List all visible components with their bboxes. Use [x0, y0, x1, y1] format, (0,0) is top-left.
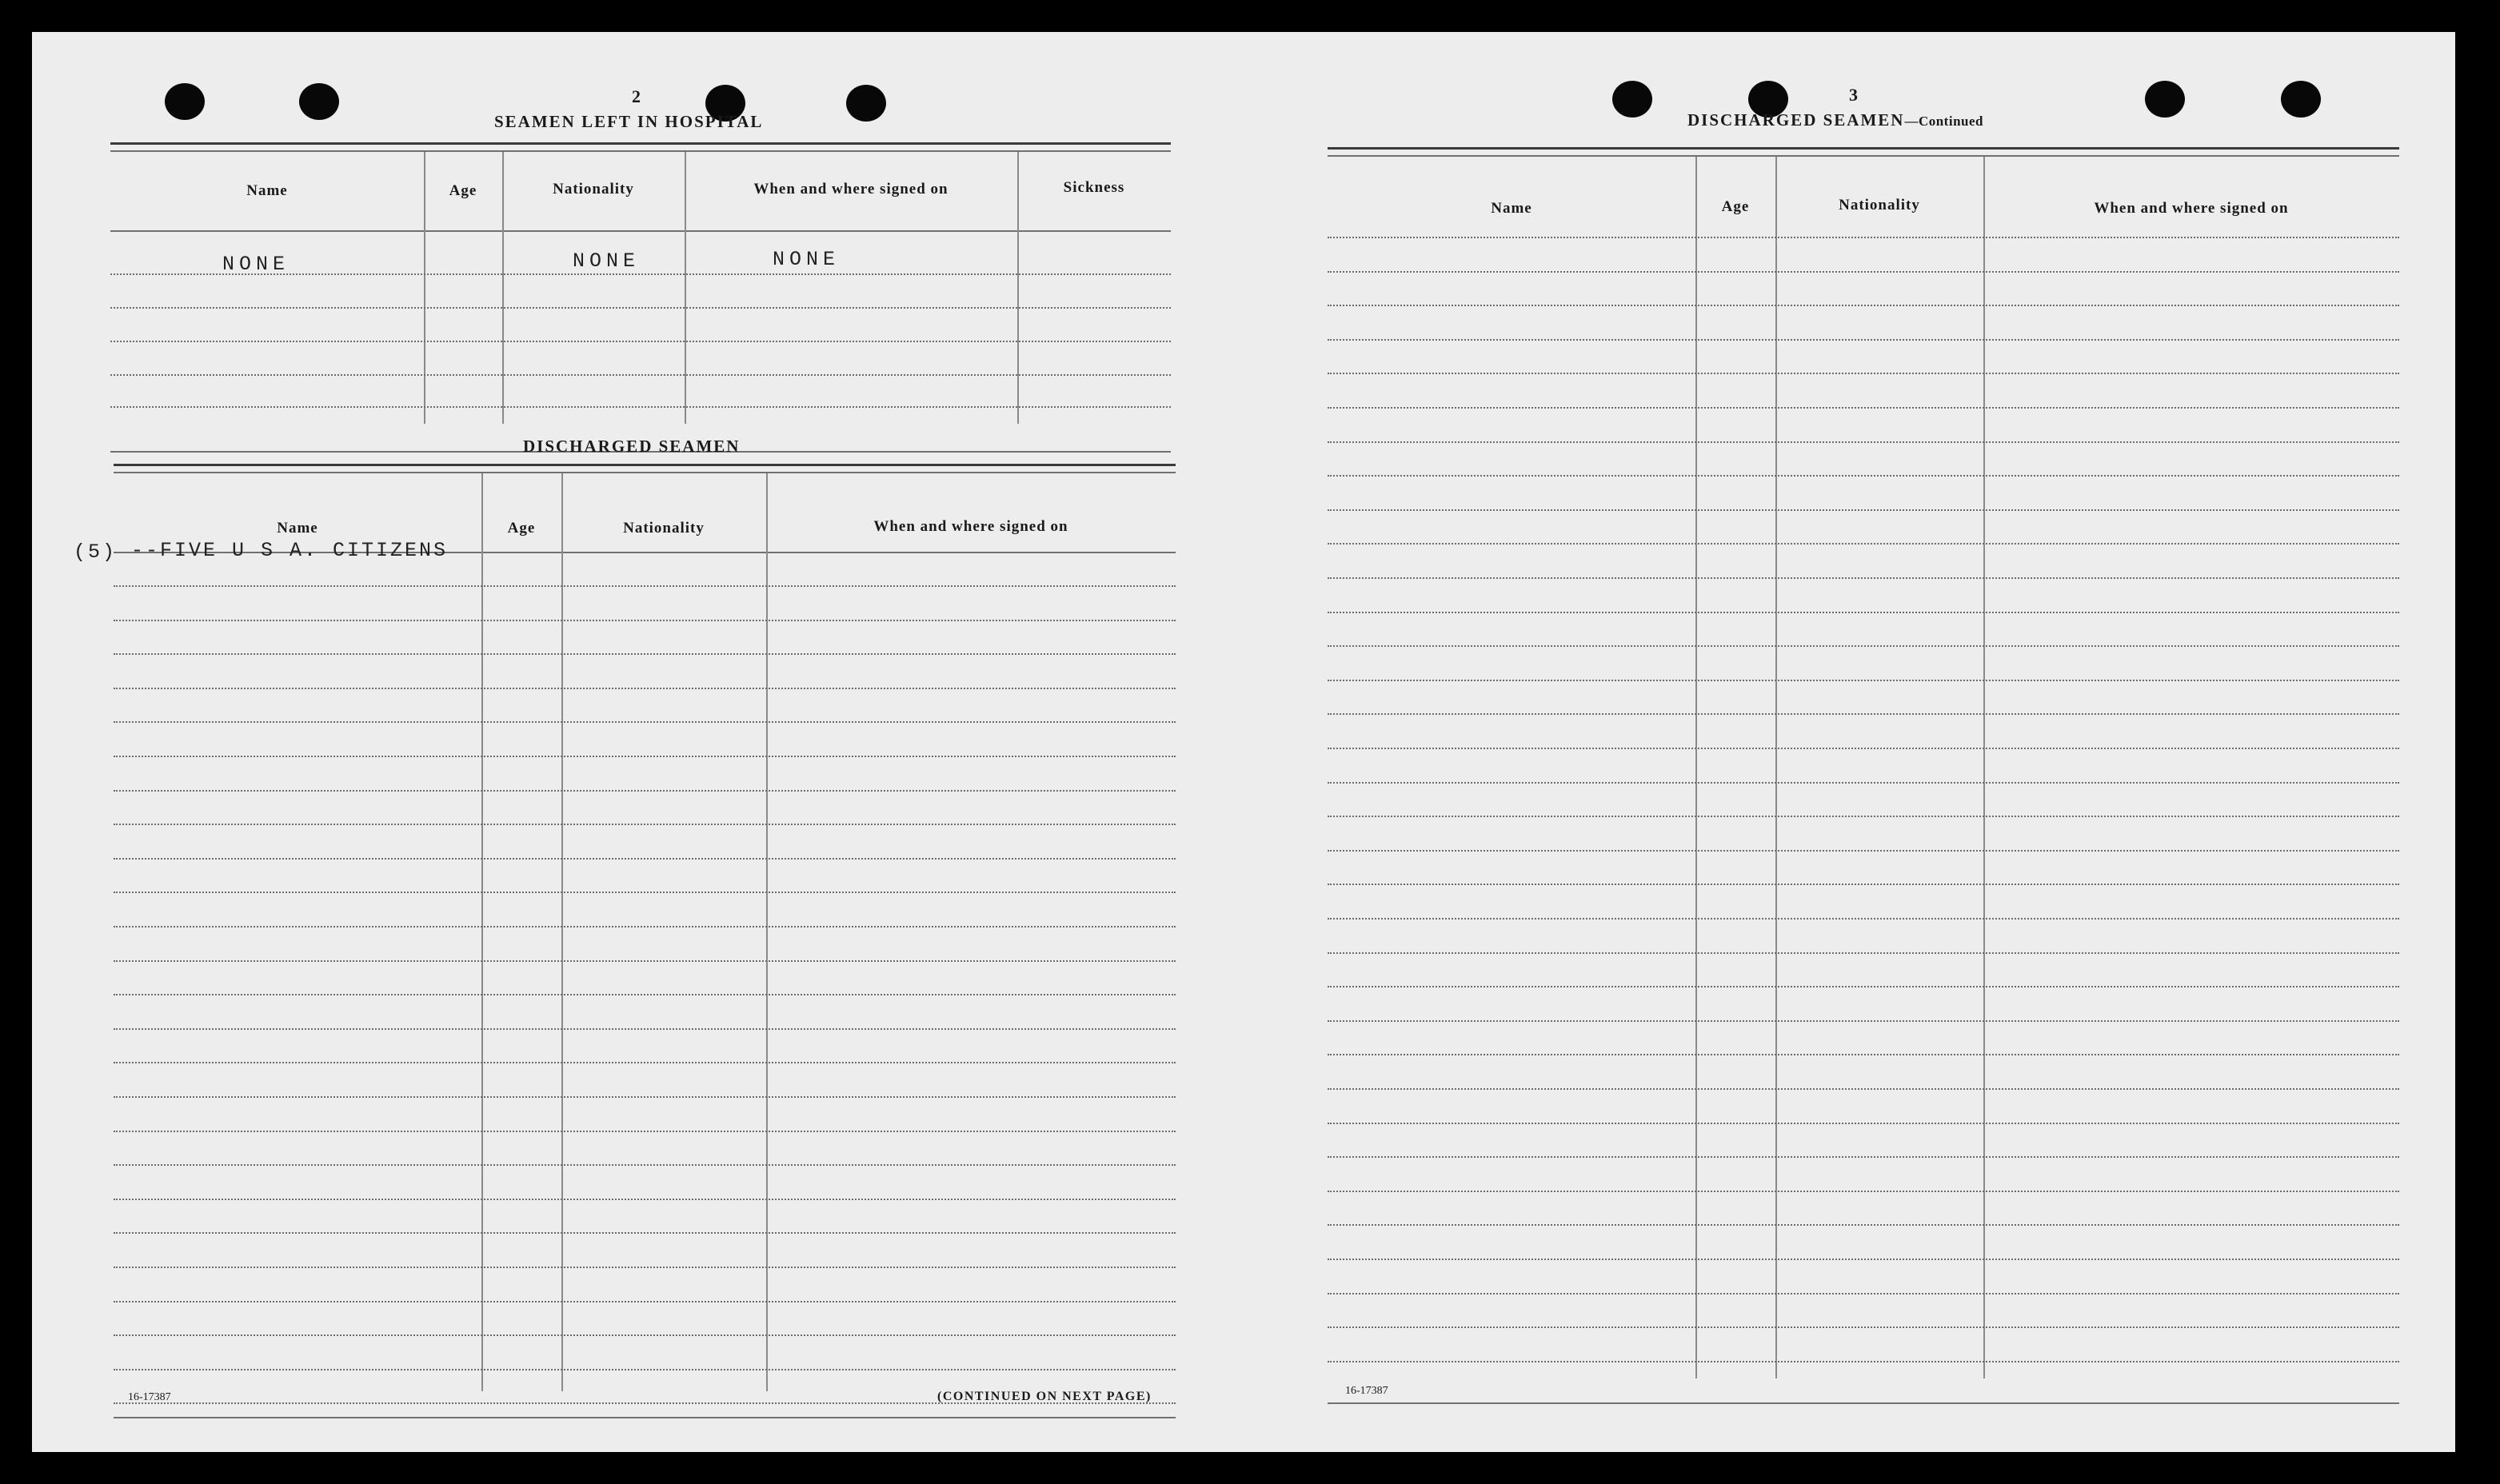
form-row — [114, 960, 1176, 962]
form-row — [114, 1131, 1176, 1132]
title-suffix: —Continued — [1904, 114, 1983, 129]
form-row — [114, 1062, 1176, 1063]
form-row — [1328, 748, 2399, 749]
form-row — [114, 994, 1176, 995]
form-row — [1328, 918, 2399, 920]
form-row — [114, 653, 1176, 655]
punch-hole — [165, 83, 205, 120]
form-row — [114, 1199, 1176, 1200]
form-row — [1328, 680, 2399, 681]
punch-hole — [299, 83, 339, 120]
form-row — [1328, 884, 2399, 885]
form-row — [114, 926, 1176, 927]
form-row — [1328, 986, 2399, 987]
form-number-right: 16-17387 — [1345, 1385, 1388, 1397]
form-row — [110, 406, 1171, 408]
form-row — [114, 824, 1176, 825]
col-header-age: Age — [1721, 198, 1750, 215]
punch-hole — [846, 85, 886, 122]
form-row — [1328, 816, 2399, 817]
discharged-rows-left — [114, 464, 1176, 1423]
col-header-when-where: When and where signed on — [753, 181, 948, 197]
form-row — [114, 1369, 1176, 1370]
form-row — [114, 721, 1176, 723]
hospital-entry-name: NONE — [222, 253, 290, 276]
form-row — [1328, 1156, 2399, 1158]
table-rule — [110, 150, 1171, 152]
punch-hole — [2281, 81, 2321, 118]
form-row — [110, 273, 1171, 275]
form-row — [1328, 271, 2399, 273]
col-header-nationality: Nationality — [1839, 197, 1920, 213]
form-row — [1328, 1224, 2399, 1226]
discharged-entry-prefix: (5) — [74, 541, 118, 564]
form-row — [1328, 577, 2399, 579]
continued-note: (CONTINUED ON NEXT PAGE) — [937, 1390, 1152, 1403]
col-header-age: Age — [507, 520, 536, 537]
page-number-left: 2 — [632, 86, 641, 106]
form-row — [1328, 1326, 2399, 1328]
form-row — [114, 1232, 1176, 1234]
form-row — [114, 1334, 1176, 1336]
col-header-nationality: Nationality — [553, 181, 634, 197]
form-row — [1328, 645, 2399, 647]
form-row — [1328, 713, 2399, 715]
punch-hole — [2145, 81, 2185, 118]
form-row — [114, 1164, 1176, 1166]
form-row — [114, 892, 1176, 893]
table-rule — [1328, 1402, 2399, 1404]
form-row — [114, 1096, 1176, 1098]
form-row — [1328, 1361, 2399, 1362]
discharged-table-left — [114, 464, 1176, 1423]
form-row — [114, 585, 1176, 587]
table-rule — [110, 230, 1171, 232]
col-header-when-where: When and where signed on — [2094, 200, 2289, 217]
form-row — [1328, 305, 2399, 306]
col-header-age: Age — [449, 182, 477, 199]
form-row — [1328, 543, 2399, 545]
form-row — [110, 341, 1171, 342]
form-row — [114, 1267, 1176, 1268]
document-sheet — [32, 32, 2455, 1452]
punch-hole — [1612, 81, 1652, 118]
table-rule — [114, 1417, 1176, 1418]
col-header-name: Name — [1491, 200, 1532, 217]
form-row — [1328, 952, 2399, 954]
form-row — [114, 1028, 1176, 1030]
form-row — [1328, 339, 2399, 341]
form-row — [110, 374, 1171, 376]
hospital-table — [110, 142, 1171, 456]
form-row — [1328, 1088, 2399, 1090]
form-row — [114, 790, 1176, 792]
form-row — [1328, 237, 2399, 238]
col-header-name: Name — [246, 182, 288, 199]
form-row — [1328, 441, 2399, 443]
col-header-sickness: Sickness — [1063, 179, 1125, 196]
form-row — [114, 620, 1176, 621]
form-row — [1328, 373, 2399, 374]
form-row — [1328, 1054, 2399, 1055]
form-row — [114, 688, 1176, 689]
form-row — [114, 1301, 1176, 1302]
title-main: DISCHARGED SEAMEN — [1687, 110, 1905, 130]
form-row — [110, 307, 1171, 309]
discharged-entry-text: --FIVE U S A. CITIZENS — [131, 539, 449, 562]
table-rule — [110, 142, 1171, 145]
form-row — [1328, 475, 2399, 477]
form-number-left: 16-17387 — [128, 1391, 171, 1403]
form-row — [1328, 1123, 2399, 1124]
form-row — [1328, 1259, 2399, 1260]
col-header-when-where: When and where signed on — [873, 518, 1068, 535]
form-row — [1328, 1020, 2399, 1022]
discharged-rows-right — [1328, 147, 2399, 1410]
col-header-nationality: Nationality — [623, 520, 705, 537]
form-row — [1328, 850, 2399, 852]
form-row — [1328, 407, 2399, 409]
form-row — [1328, 612, 2399, 613]
page-number-right: 3 — [1849, 85, 1858, 105]
discharged-table-right — [1328, 147, 2399, 1410]
form-row — [114, 756, 1176, 757]
discharged-section-title: DISCHARGED SEAMEN — [523, 437, 741, 456]
form-row — [1328, 1191, 2399, 1192]
form-row — [114, 858, 1176, 860]
form-row — [1328, 782, 2399, 784]
form-row — [1328, 1293, 2399, 1295]
col-header-name: Name — [277, 520, 318, 537]
hospital-section-title: SEAMEN LEFT IN HOSPITAL — [494, 112, 764, 131]
hospital-entry-nationality: NONE — [573, 249, 641, 273]
discharged-continued-title — [1687, 110, 1983, 130]
form-row — [1328, 509, 2399, 511]
hospital-entry-when-where: NONE — [773, 248, 841, 271]
